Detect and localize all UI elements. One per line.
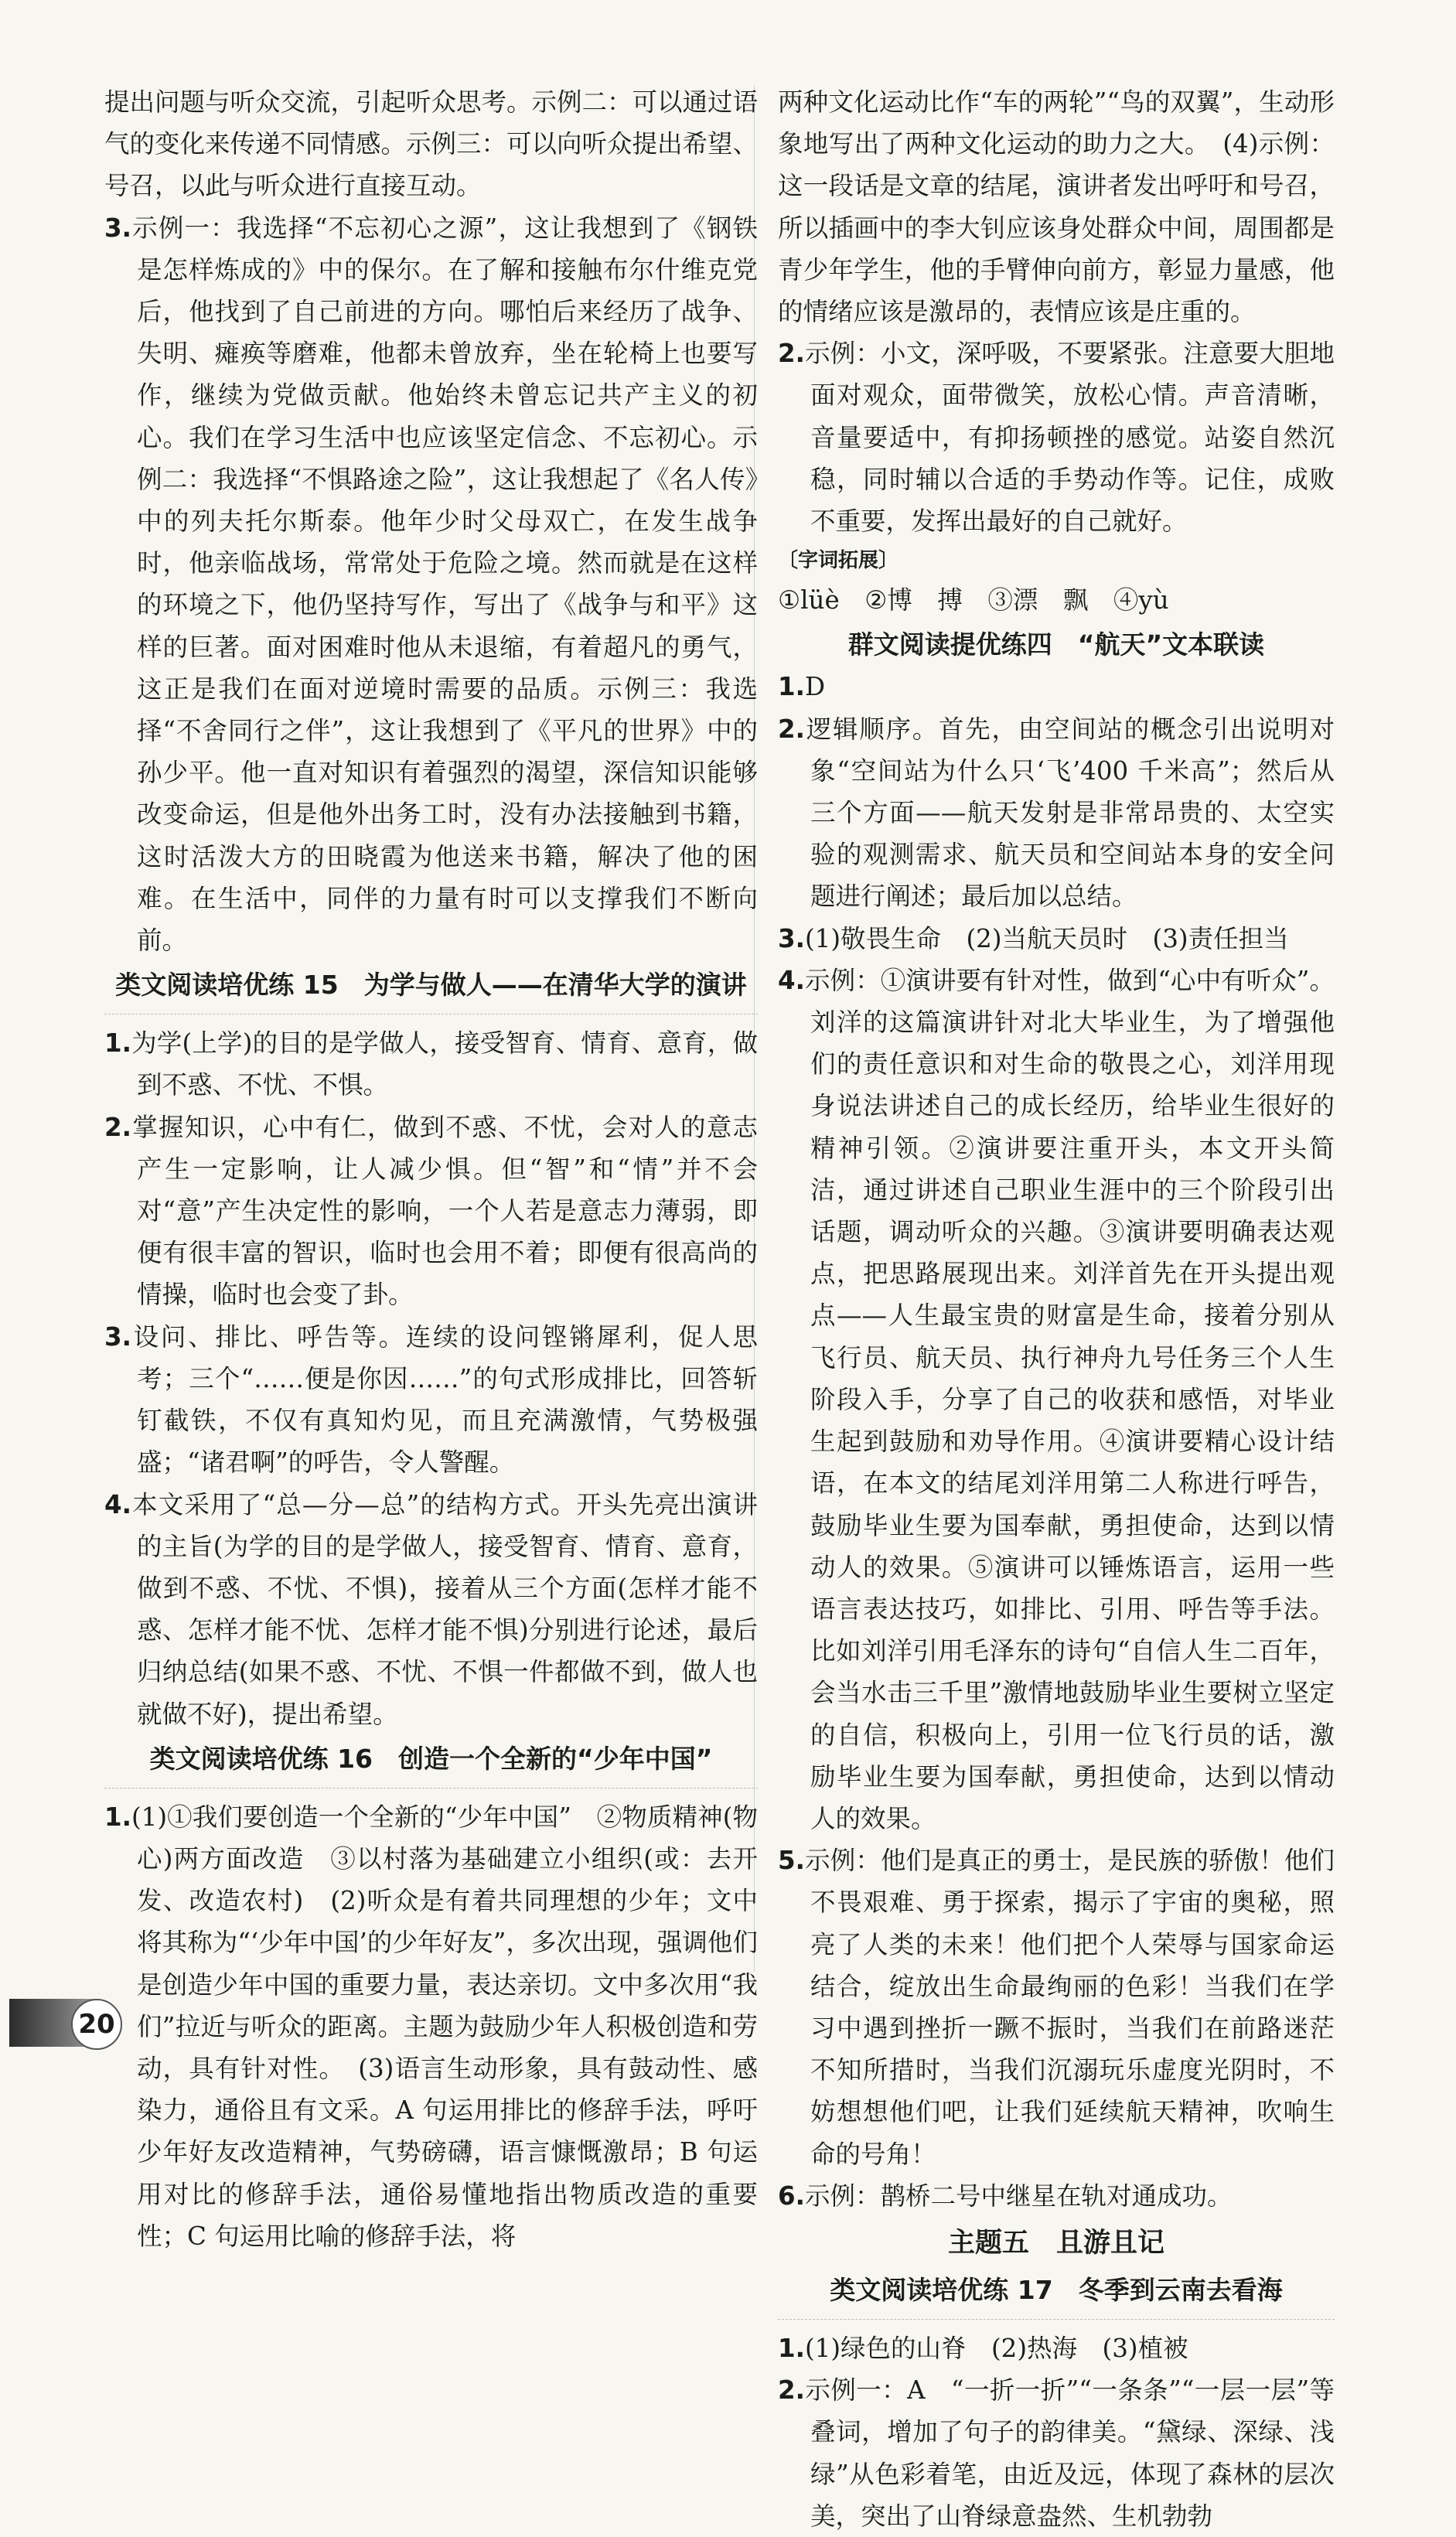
item-number: 5. xyxy=(778,1846,805,1876)
item-text: 示例：小文，深呼吸，不要紧张。注意要大胆地面对观众，面带微笑，放松心情。声音清晰，音量要适中，有抑扬顿挫的感觉。站姿自然沉稳，同时辅以合适的手势动作等。记住，成败不重要，发挥出最好的自己就好。 xyxy=(804,339,1335,537)
item-text: D xyxy=(804,672,826,702)
s17-item-1 xyxy=(778,2327,1335,2369)
topic-five-title: 主题五 且游且记 xyxy=(947,2227,1164,2259)
heading-exercise-15: 类文阅读培优练 15 为学与做人——在清华大学的演讲 xyxy=(104,961,758,1014)
item-text: (1)①我们要创造一个全新的“少年中国” ②物质精神(物心)两方面改造 ③以村落为基础建立小组织(或：去开发、改造农村) (2)听众是有着共同理想的少年；文中将其称为“‘少年中国’的少年好友”，多次出现，强调他们是创造少年中国的重要力量，表达亲切。文中多次用“我们”拉近与听众的距离。主题为鼓励少年人积极创造和劳动，具有针对性。 (3)语言生动形象，具有鼓动性、感染力，通俗且有文采。A 句运用排比的修辞手法，呼吁少年好友改造精神，气势磅礴，语言慷慨激昂；B 句运用对比的修辞手法，通俗易懂地指出物质改造的重要性；C 句运用比喻的修辞手法，将 xyxy=(131,1802,758,2251)
heading-exercise-17: 类文阅读培优练 17 冬季到云南去看海 xyxy=(778,2266,1335,2320)
item-number: 3. xyxy=(778,923,805,953)
item-text: 本文采用了“总—分—总”的结构方式。开头先亮出演讲的主旨(为学的目的是学做人，接受智育、情育、意育，做到不惑、不忧、不惧)，接着从三个方面(怎样才能不惑、怎样才能不忧、怎样才能不惧)分别进行论述，最后归纳总结(如果不惑、不忧、不惧一件都做不到，做人也就做不好)，提出希望。 xyxy=(131,1489,758,1729)
item-text: 逻辑顺序。首先，由空间站的概念引出说明对象“空间站为什么只‘飞’400 千米高”；然后从三个方面——航天发射是非常昂贵的、太空实验的观测需求、航天员和空间站本身的安全问题进行阐述；最后加以总结。 xyxy=(804,714,1335,912)
item-number: 4. xyxy=(778,965,805,995)
g4-item-1 xyxy=(778,666,1335,708)
item-text: (1)敬畏生命 (2)当航天员时 (3)责任担当 xyxy=(804,923,1289,953)
item-number: 1. xyxy=(778,672,805,702)
item-text: 示例：他们是真正的勇士，是民族的骄傲！他们不畏艰难、勇于探索，揭示了宇宙的奥秘，照亮了人类的未来！他们把个人荣辱与国家命运结合，绽放出生命最绚丽的色彩！当我们在学习中遇到挫折一蹶不振时，当我们在前路迷茫不知所措时，当我们沉溺玩乐虚度光阴时，不妨想想他们吧，让我们延续航天精神，吹响生命的号角！ xyxy=(804,1846,1335,2169)
left-column xyxy=(104,81,758,2257)
item-text: 示例一：A “一折一折”“一条条”“一层一层”等叠词，增加了句子的韵律美。“黛绿、深绿、浅绿”从色彩着笔，由近及远，体现了森林的层次美，突出了山脊绿意盎然、生机勃勃 xyxy=(804,2375,1335,2531)
word-extension-title: 〔字词拓展〕 xyxy=(778,549,899,573)
item-text: 示例：①演讲要有针对性，做到“心中有听众”。刘洋的这篇演讲针对北大毕业生，为了增强他们的责任意识和对生命的敬畏之心，刘洋用现身说法讲述自己的成长经历，给毕业生很好的精神引领。②演讲要注重开头，本文开头简洁，通过讲述自己职业生涯中的三个阶段引出话题，调动听众的兴趣。③演讲要明确表达观点，把思路展现出来。刘洋首先在开头提出观点——人生最宝贵的财富是生命，接着分别从飞行员、航天员、执行神舟九号任务三个人生阶段入手，分享了自己的收获和感悟，对毕业生起到鼓励和劝导作用。④演讲要精心设计结语，在本文的结尾刘洋用第二人称进行呼告，鼓励毕业生要为国奉献，勇担使命，达到以情动人的效果。⑤演讲可以锤炼语言，运用一些语言表达技巧，如排比、引用、呼告等手法。比如刘洋引用毛泽东的诗句“自信人生二百年，会当水击三千里”激情地鼓励毕业生要树立坚定的自信，积极向上，引用一位飞行员的话，激励毕业生要为国奉献，勇担使命，达到以情动人的效果。 xyxy=(804,965,1335,1833)
g4-item-2 xyxy=(778,708,1335,918)
page-number: 20 xyxy=(71,1999,122,2050)
answer-item-2 xyxy=(778,332,1335,542)
s15-item-3 xyxy=(104,1316,758,1484)
s17-item-2 xyxy=(778,2369,1335,2537)
item-text: 示例一：我选择“不忘初心之源”，这让我想到了《钢铁是怎样炼成的》中的保尔。在了解和接触布尔什维克党后，他找到了自己前进的方向。哪怕后来经历了战争、失明、瘫痪等磨难，他都未曾放弃，坐在轮椅上也要写作，继续为党做贡献。他始终未曾忘记共产主义的初心。我们在学习生活中也应该坚定信念、不忘初心。示例二：我选择“不惧路途之险”，这让我想起了《名人传》中的列夫托尔斯泰。他年少时父母双亡，在发生战争时，他亲临战场，常常处于危险之境。然而就是在这样的环境之下，他仍坚持写作，写出了《战争与和平》这样的巨著。面对困难时他从未退缩，有着超凡的勇气，这正是我们在面对逆境时需要的品质。示例三：我选择“不舍同行之伴”，这让我想到了《平凡的世界》中的孙少平。他一直对知识有着强烈的渴望，深信知识能够改变命运，但是他外出务工时，没有办法接触到书籍，这时活泼大方的田晓霞为他送来书籍，解决了他的困难。在生活中，同伴的力量有时可以支撑我们不断向前。 xyxy=(131,213,758,956)
heading-group-reading-4: 群文阅读提优练四 “航天”文本联读 xyxy=(847,629,1265,660)
g4-item-3 xyxy=(778,918,1335,960)
item-number: 3. xyxy=(104,213,131,243)
right-intro-paragraph: 两种文化运动比作“车的两轮”“鸟的双翼”，生动形象地写出了两种文化运动的助力之大。 (4)示例：这一段话是文章的结尾，演讲者发出呼吁和号召，所以插画中的李大钊应该身处群众中间，周围都是青少年学生，他的手臂伸向前方，彰显力量感，他的情绪应该是激昂的，表情应该是庄重的。 xyxy=(778,87,1335,327)
item-number: 2. xyxy=(778,2375,805,2406)
g4-item-5 xyxy=(778,1840,1335,2175)
item-number: 6. xyxy=(778,2181,805,2211)
item-number: 2. xyxy=(778,339,805,369)
s15-item-4 xyxy=(104,1484,758,1735)
item-text: (1)绿色的山脊 (2)热海 (3)植被 xyxy=(804,2333,1188,2363)
item-number: 2. xyxy=(778,714,805,744)
item-number: 4. xyxy=(104,1489,131,1519)
s16-item-1 xyxy=(104,1796,758,2257)
item-text: 掌握知识，心中有仁，做到不惑、不忧，会对人的意志产生一定影响，让人减少惧。但“智”和“情”并不会对“意”产生决定性的影响，一个人若是意志力薄弱，即便有很丰富的智识，临时也会用不着；即便有很高尚的情操，临时也会变了卦。 xyxy=(131,1112,758,1310)
item-text: 示例：鹊桥二号中继星在轨对通成功。 xyxy=(804,2181,1233,2211)
item-text: 设问、排比、呼告等。连续的设问铿锵犀利，促人思考；三个“……便是你因……”的句式形成排比，回答斩钉截铁，不仅有真知灼见，而且充满激情，气势极强盛；“诸君啊”的呼告，令人警醒。 xyxy=(131,1321,758,1478)
item-number: 2. xyxy=(104,1112,131,1142)
heading-exercise-16: 类文阅读培优练 16 创造一个全新的“少年中国” xyxy=(104,1735,758,1789)
g4-item-4 xyxy=(778,960,1335,1840)
right-column xyxy=(778,81,1335,2537)
item-number: 1. xyxy=(104,1028,131,1059)
item-text: 为学(上学)的目的是学做人，接受智育、情育、意育，做到不惑、不忧、不惧。 xyxy=(131,1028,758,1100)
item-number: 1. xyxy=(778,2333,805,2363)
item-number: 1. xyxy=(104,1802,131,1832)
s15-item-2 xyxy=(104,1107,758,1316)
answer-item-3 xyxy=(104,207,758,962)
item-number: 3. xyxy=(104,1321,131,1352)
word-extension-line: ①lüè ②博 搏 ③漂 飘 ④yù xyxy=(778,585,1169,615)
s15-item-1 xyxy=(104,1022,758,1106)
left-intro-paragraph: 提出问题与听众交流，引起听众思考。示例二：可以通过语气的变化来传递不同情感。示例三：可以向听众提出希望、号召，以此与听众进行直接互动。 xyxy=(104,87,759,201)
g4-item-6 xyxy=(778,2175,1335,2217)
